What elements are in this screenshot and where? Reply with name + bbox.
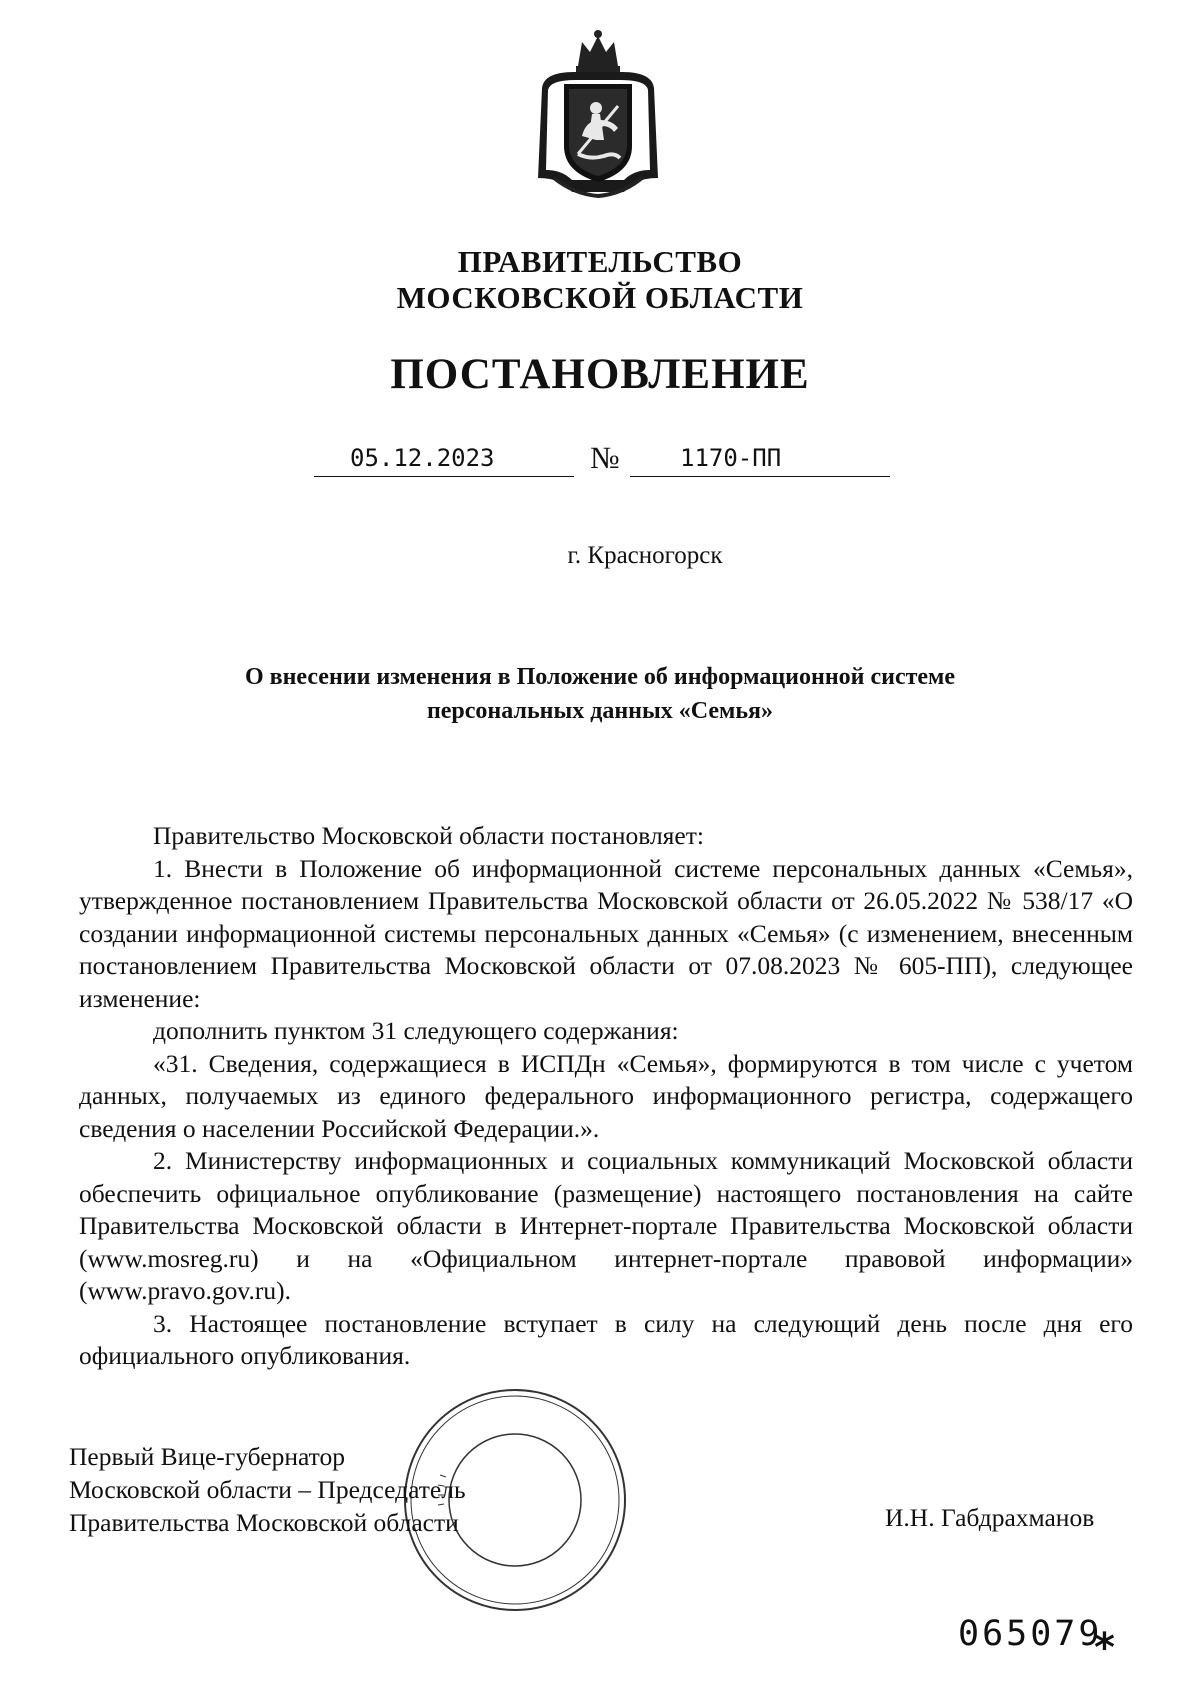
- signatory-position-line3: Правительства Московской области: [69, 1508, 459, 1537]
- signatory-position-line2: Московской области – Председатель: [69, 1475, 466, 1504]
- document-type-title: ПОСТАНОВЛЕНИЕ: [390, 351, 810, 398]
- body-paragraph-3: 3. Настоящее постановление вступает в силу на следующий день после дня его официального опубликования.: [79, 1308, 1133, 1370]
- document-subject: [150, 660, 1050, 728]
- asterisk-mark: *: [1094, 1625, 1115, 1671]
- subject-line2: персональных данных «Семья»: [426, 698, 774, 724]
- number-sign: №: [590, 440, 620, 475]
- city-name: г. Красногорск: [567, 542, 723, 569]
- document-number: 1170-ПП: [630, 444, 890, 477]
- registration-line: [0, 440, 1200, 484]
- signatory-position: [69, 1440, 466, 1539]
- organization-name-line2: МОСКОВСКОЙ ОБЛАСТИ: [396, 280, 804, 315]
- document-body: [79, 820, 1133, 1373]
- body-paragraph-quote: «31. Сведения, содержащиеся в ИСПДн «Семья», формируются в том числе с учетом данных, получаемых из единого федерального информационного регистра, содержащего сведения о населении Российской Федерации.».: [79, 1048, 1133, 1143]
- signatory-position-line1: Первый Вице-губернатор: [69, 1442, 345, 1471]
- body-paragraph-1: 1. Внести в Положение об информационной системе персональных данных «Семья», утвержденное постановлением Правительства Московской области от 26.05.2022 № 538/17 «О создании информационной системы персональных данных «Семья» (с изменением, внесенным постановлением Правительства Московской области от 07.08.2023 № 605-ПП), следующее изменение:: [79, 853, 1133, 1013]
- document-date: 05.12.2023: [314, 444, 574, 477]
- body-paragraph-2: 2. Министерству информационных и социальных коммуникаций Московской области обеспечить официальное опубликование (размещение) настоящего постановления на сайте Правительства Московской области в Интернет-портале Правительства Московской области (www.mosreg.ru) и на «Официальном интернет-портале правовой информации» (www.pravo.gov.ru).: [79, 1146, 1133, 1305]
- coat-of-arms-icon: [534, 28, 662, 200]
- signatory-name: И.Н. Габдрахманов: [885, 1503, 1095, 1532]
- organization-name-line1: ПРАВИТЕЛЬСТВО: [457, 244, 743, 279]
- serial-number: 065079: [958, 1614, 1103, 1654]
- subject-line1: О внесении изменения в Положение об информационной системе: [244, 664, 956, 690]
- body-paragraph-amend: дополнить пунктом 31 следующего содержания:: [153, 1016, 679, 1045]
- body-paragraph-intro: Правительство Московской области постановляет:: [153, 821, 704, 850]
